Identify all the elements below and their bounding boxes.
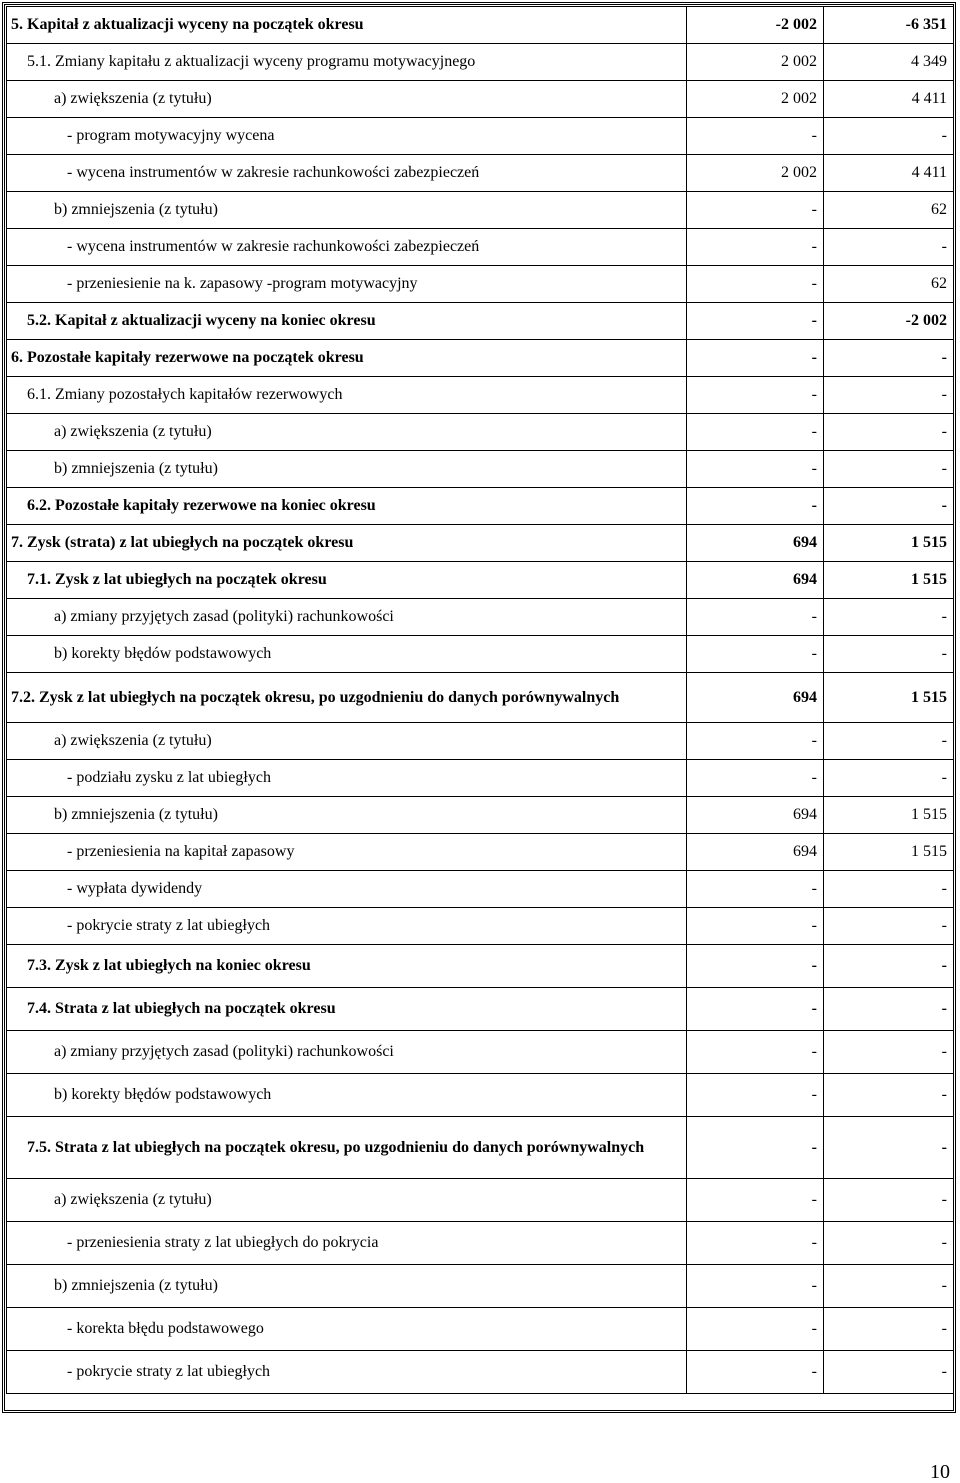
value-previous: - <box>824 1308 954 1351</box>
table-row <box>7 636 954 673</box>
table-row <box>7 1117 954 1179</box>
row-label: - program motywacyjny wycena <box>7 118 687 155</box>
value-previous: - <box>824 945 954 988</box>
row-label: b) zmniejszenia (z tytułu) <box>7 451 687 488</box>
value-previous: - <box>824 636 954 673</box>
row-label: 7. Zysk (strata) z lat ubiegłych na początek okresu <box>7 525 687 562</box>
value-previous: - <box>824 1351 954 1394</box>
row-label: a) zmiany przyjętych zasad (polityki) rachunkowości <box>7 1031 687 1074</box>
value-current: - <box>687 118 824 155</box>
value-previous: 4 411 <box>824 155 954 192</box>
row-label: b) zmniejszenia (z tytułu) <box>7 1265 687 1308</box>
table-row <box>7 414 954 451</box>
value-current: - <box>687 988 824 1031</box>
value-current: - <box>687 414 824 451</box>
value-current: - <box>687 229 824 266</box>
value-previous: - <box>824 414 954 451</box>
row-label: 6.1. Zmiany pozostałych kapitałów rezerwowych <box>7 377 687 414</box>
value-previous: - <box>824 229 954 266</box>
row-label: 7.4. Strata z lat ubiegłych na początek okresu <box>7 988 687 1031</box>
table-row <box>7 1074 954 1117</box>
value-current: - <box>687 1031 824 1074</box>
value-previous: 1 515 <box>824 562 954 599</box>
value-current: 2 002 <box>687 155 824 192</box>
row-label: b) zmniejszenia (z tytułu) <box>7 797 687 834</box>
table-row <box>7 118 954 155</box>
value-current: 694 <box>687 673 824 723</box>
table-row <box>7 155 954 192</box>
value-current: - <box>687 1179 824 1222</box>
value-previous: 1 515 <box>824 673 954 723</box>
row-label: 5. Kapitał z aktualizacji wyceny na początek okresu <box>7 7 687 44</box>
table-row <box>7 488 954 525</box>
value-current: - <box>687 303 824 340</box>
row-label: 5.2. Kapitał z aktualizacji wyceny na koniec okresu <box>7 303 687 340</box>
value-current: - <box>687 1117 824 1179</box>
value-previous: 4 411 <box>824 81 954 118</box>
value-current: - <box>687 636 824 673</box>
table-row <box>7 945 954 988</box>
value-current: - <box>687 908 824 945</box>
value-previous: -6 351 <box>824 7 954 44</box>
value-previous: - <box>824 340 954 377</box>
value-current: - <box>687 340 824 377</box>
page-number: 10 <box>930 1461 950 1483</box>
value-current: 694 <box>687 525 824 562</box>
table-row <box>7 229 954 266</box>
value-current: - <box>687 1222 824 1265</box>
value-current: - <box>687 871 824 908</box>
row-label: 6.2. Pozostałe kapitały rezerwowe na koniec okresu <box>7 488 687 525</box>
row-label: - pokrycie straty z lat ubiegłych <box>7 908 687 945</box>
value-previous: 1 515 <box>824 525 954 562</box>
capital-changes-table <box>6 6 954 1394</box>
table-row <box>7 1351 954 1394</box>
value-previous: - <box>824 1031 954 1074</box>
row-label: - wycena instrumentów w zakresie rachunkowości zabezpieczeń <box>7 229 687 266</box>
table-row <box>7 599 954 636</box>
table-row <box>7 1179 954 1222</box>
value-previous: - <box>824 451 954 488</box>
table-row <box>7 723 954 760</box>
value-previous: - <box>824 1117 954 1179</box>
value-current: - <box>687 488 824 525</box>
value-current: - <box>687 1308 824 1351</box>
table-body <box>7 7 954 1394</box>
table-row <box>7 1031 954 1074</box>
row-label: - przeniesienia na kapitał zapasowy <box>7 834 687 871</box>
value-previous: 62 <box>824 266 954 303</box>
table-row <box>7 1308 954 1351</box>
table-row <box>7 797 954 834</box>
row-label: - wycena instrumentów w zakresie rachunkowości zabezpieczeń <box>7 155 687 192</box>
row-label: a) zwiększenia (z tytułu) <box>7 723 687 760</box>
table-row <box>7 7 954 44</box>
value-previous: -2 002 <box>824 303 954 340</box>
value-previous: - <box>824 377 954 414</box>
value-current: - <box>687 945 824 988</box>
value-previous: - <box>824 760 954 797</box>
value-previous: - <box>824 1265 954 1308</box>
value-current: - <box>687 266 824 303</box>
table-row <box>7 81 954 118</box>
table-row <box>7 192 954 229</box>
table-row <box>7 303 954 340</box>
table-row <box>7 908 954 945</box>
table-row <box>7 451 954 488</box>
row-label: a) zmiany przyjętych zasad (polityki) rachunkowości <box>7 599 687 636</box>
value-current: - <box>687 192 824 229</box>
row-label: 7.2. Zysk z lat ubiegłych na początek okresu, po uzgodnieniu do danych porównywalnych <box>7 673 687 723</box>
value-previous: - <box>824 723 954 760</box>
value-current: - <box>687 599 824 636</box>
table-row <box>7 44 954 81</box>
row-label: b) korekty błędów podstawowych <box>7 636 687 673</box>
row-label: 7.5. Strata z lat ubiegłych na początek okresu, po uzgodnieniu do danych porównywalnych <box>7 1117 687 1179</box>
value-previous: 1 515 <box>824 834 954 871</box>
value-current: 2 002 <box>687 81 824 118</box>
value-current: -2 002 <box>687 7 824 44</box>
row-label: 6. Pozostałe kapitały rezerwowe na początek okresu <box>7 340 687 377</box>
row-label: a) zwiększenia (z tytułu) <box>7 1179 687 1222</box>
value-previous: - <box>824 1074 954 1117</box>
row-label: - wypłata dywidendy <box>7 871 687 908</box>
table-row <box>7 377 954 414</box>
row-label: 7.1. Zysk z lat ubiegłych na początek okresu <box>7 562 687 599</box>
table-row <box>7 1222 954 1265</box>
table-row <box>7 760 954 797</box>
row-label: - korekta błędu podstawowego <box>7 1308 687 1351</box>
table-row <box>7 871 954 908</box>
row-label: 7.3. Zysk z lat ubiegłych na koniec okresu <box>7 945 687 988</box>
value-previous: - <box>824 1179 954 1222</box>
value-previous: - <box>824 1222 954 1265</box>
value-current: - <box>687 760 824 797</box>
value-previous: - <box>824 988 954 1031</box>
value-previous: - <box>824 118 954 155</box>
value-current: - <box>687 451 824 488</box>
table-row <box>7 525 954 562</box>
value-current: 2 002 <box>687 44 824 81</box>
row-label: 5.1. Zmiany kapitału z aktualizacji wyceny programu motywacyjnego <box>7 44 687 81</box>
table-row <box>7 834 954 871</box>
row-label: b) korekty błędów podstawowych <box>7 1074 687 1117</box>
value-current: - <box>687 377 824 414</box>
row-label: - przeniesienia straty z lat ubiegłych do pokrycia <box>7 1222 687 1265</box>
value-previous: - <box>824 488 954 525</box>
value-previous: - <box>824 908 954 945</box>
value-previous: - <box>824 599 954 636</box>
value-previous: 1 515 <box>824 797 954 834</box>
value-current: - <box>687 723 824 760</box>
value-current: 694 <box>687 562 824 599</box>
table-row <box>7 988 954 1031</box>
value-previous: 62 <box>824 192 954 229</box>
value-current: - <box>687 1351 824 1394</box>
value-current: - <box>687 1265 824 1308</box>
value-previous: 4 349 <box>824 44 954 81</box>
value-previous: - <box>824 871 954 908</box>
row-label: - przeniesienie na k. zapasowy -program motywacyjny <box>7 266 687 303</box>
row-label: b) zmniejszenia (z tytułu) <box>7 192 687 229</box>
row-label: a) zwiększenia (z tytułu) <box>7 81 687 118</box>
table-row <box>7 562 954 599</box>
table-row <box>7 1265 954 1308</box>
table-row <box>7 340 954 377</box>
value-current: 694 <box>687 834 824 871</box>
table-row <box>7 673 954 723</box>
value-current: 694 <box>687 797 824 834</box>
row-label: a) zwiększenia (z tytułu) <box>7 414 687 451</box>
table-row <box>7 266 954 303</box>
row-label: - podziału zysku z lat ubiegłych <box>7 760 687 797</box>
value-current: - <box>687 1074 824 1117</box>
row-label: - pokrycie straty z lat ubiegłych <box>7 1351 687 1394</box>
